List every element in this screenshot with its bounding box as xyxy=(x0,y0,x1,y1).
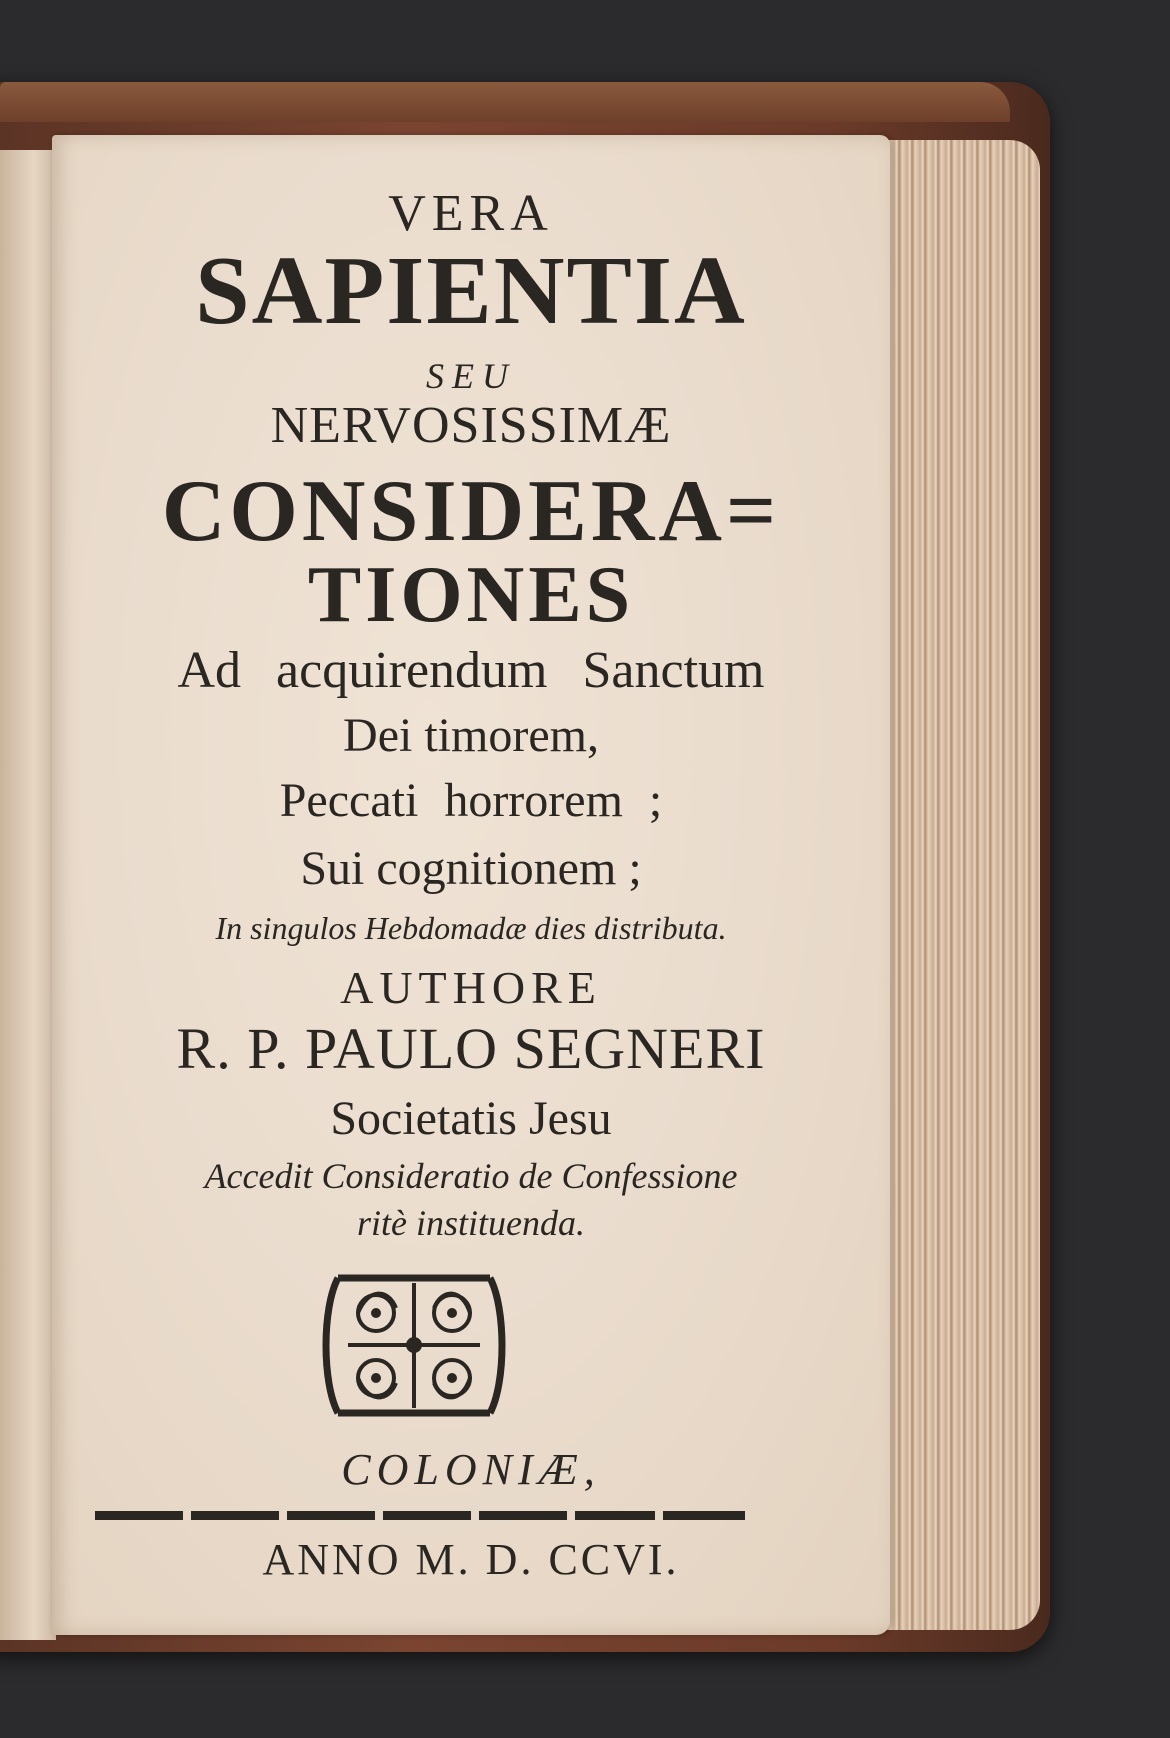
authore-label: AUTHORE xyxy=(340,962,602,1013)
subtitle-peccati-horrorem: Peccati horrorem ; xyxy=(279,774,663,827)
subtitle-ad-acquirendum: Ad acquirendum Sanctum xyxy=(177,642,765,699)
title-considera: CONSIDERA= xyxy=(161,463,781,560)
printer-ornament-icon xyxy=(318,1268,510,1423)
title-sapientia: SAPIENTIA xyxy=(195,237,747,345)
supplement-accedit: Accedit Consideratio de Confessione xyxy=(204,1156,738,1196)
rule-divider xyxy=(95,1508,745,1522)
subtitle-distributa: In singulos Hebdomadæ dies distributa. xyxy=(215,910,727,946)
supplement-rite: ritè instituenda. xyxy=(357,1203,585,1243)
imprint-place: COLONIÆ, xyxy=(341,1445,601,1494)
title-tiones: TIONES xyxy=(307,551,635,639)
author-society: Societatis Jesu xyxy=(330,1092,612,1145)
author-name: R. P. PAULO SEGNERI xyxy=(176,1016,766,1081)
title-seu: SEU xyxy=(426,356,516,396)
subtitle-sui-cognitionem: Sui cognitionem ; xyxy=(300,842,642,895)
subtitle-dei-timorem: Dei timorem, xyxy=(343,709,599,762)
title-nervosissimae: NERVOSISSIMÆ xyxy=(270,397,672,454)
book-spine-edge xyxy=(0,82,1010,122)
imprint-year: ANNO M. D. CCVI. xyxy=(262,1535,680,1584)
left-page-edge xyxy=(0,150,56,1640)
title-vera: VERA xyxy=(388,185,554,242)
